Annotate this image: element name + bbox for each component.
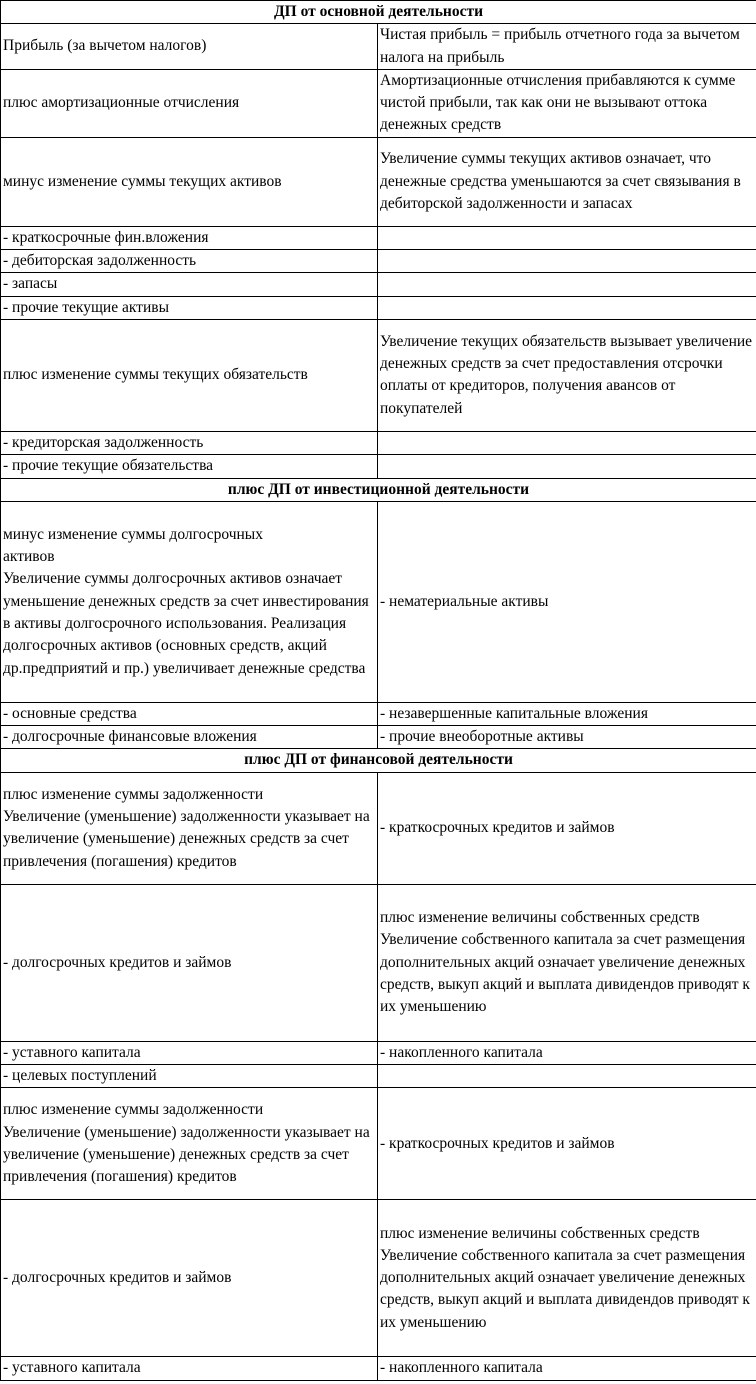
table-row bbox=[1, 884, 756, 1041]
description-cell: Амортизационные отчисления прибавляются к сумме чистой прибыли, так как они не вызывают оттока денежных средств bbox=[378, 69, 756, 137]
section-header-row bbox=[1, 478, 756, 501]
item-cell: - прочие текущие обязательства bbox=[1, 455, 378, 478]
description-cell: - накопленного капитала bbox=[378, 1357, 756, 1380]
table-row bbox=[1, 273, 756, 296]
item-cell: плюс амортизационные отчисления bbox=[1, 69, 378, 137]
item-cell: Прибыль (за вычетом налогов) bbox=[1, 24, 378, 70]
item-cell: плюс изменение суммы задолженности Увеличение (уменьшение) задолженности указывает на увеличение (уменьшение) денежных средств за счет привлечения (погашения) кредитов bbox=[1, 1088, 378, 1200]
description-cell: - краткосрочных кредитов и займов bbox=[378, 772, 756, 884]
item-cell: - целевых поступлений bbox=[1, 1065, 378, 1088]
item-cell: - уставного капитала bbox=[1, 1041, 378, 1064]
description-cell: - незавершенные капитальные вложения bbox=[378, 702, 756, 725]
section-header-row bbox=[1, 749, 756, 772]
item-cell: минус изменение суммы долгосрочных активов Увеличение суммы долгосрочных активов означает уменьшение денежных средств за счет инвестирования в активы долгосрочного использования. Реализация долгосрочных активов (основных средств, акций др.предприятий и пр.) увеличивает денежные средства bbox=[1, 501, 378, 702]
description-cell: Увеличение текущих обязательств вызывает увеличение денежных средств за счет предоставления отсрочки оплаты от кредиторов, получения авансов от покупателей bbox=[378, 319, 756, 431]
table-row bbox=[1, 319, 756, 431]
description-cell: - нематериальные активы bbox=[378, 501, 756, 702]
description-cell: - краткосрочных кредитов и займов bbox=[378, 1088, 756, 1200]
item-cell: - прочие текущие активы bbox=[1, 296, 378, 319]
item-cell: - дебиторская задолженность bbox=[1, 250, 378, 273]
description-cell bbox=[378, 1065, 756, 1088]
item-cell: плюс изменение суммы текущих обязательств bbox=[1, 319, 378, 431]
item-cell: - краткосрочные фин.вложения bbox=[1, 226, 378, 249]
table-row bbox=[1, 69, 756, 137]
item-cell: - уставного капитала bbox=[1, 1357, 378, 1380]
section-header: плюс ДП от финансовой деятельности bbox=[1, 749, 756, 772]
table-row bbox=[1, 455, 756, 478]
item-cell: - запасы bbox=[1, 273, 378, 296]
description-cell: - прочие внеоборотные активы bbox=[378, 726, 756, 749]
table-row bbox=[1, 726, 756, 749]
table-row bbox=[1, 431, 756, 454]
description-cell bbox=[378, 296, 756, 319]
table-row bbox=[1, 1088, 756, 1200]
table-row bbox=[1, 1041, 756, 1064]
section-header-row bbox=[1, 1, 756, 24]
table-row bbox=[1, 1357, 756, 1380]
table-row bbox=[1, 1200, 756, 1357]
table-row bbox=[1, 137, 756, 226]
description-cell: Чистая прибыль = прибыль отчетного года за вычетом налога на прибыль bbox=[378, 24, 756, 70]
description-cell bbox=[378, 226, 756, 249]
description-cell: Увеличение суммы текущих активов означает, что денежные средства уменьшаются за счет связывания в дебиторской задолженности и запасах bbox=[378, 137, 756, 226]
description-cell: - накопленного капитала bbox=[378, 1041, 756, 1064]
table-row bbox=[1, 501, 756, 702]
table-row bbox=[1, 296, 756, 319]
description-cell: плюс изменение величины собственных средств Увеличение собственного капитала за счет размещения дополнительных акций означает увеличение денежных средств, выкуп акций и выплата дивидендов приводят к их уменьшению bbox=[378, 884, 756, 1041]
item-cell: - долгосрочные финансовые вложения bbox=[1, 726, 378, 749]
item-cell: минус изменение суммы текущих активов bbox=[1, 137, 378, 226]
table-row bbox=[1, 24, 756, 70]
table-row bbox=[1, 1065, 756, 1088]
description-cell: плюс изменение величины собственных средств Увеличение собственного капитала за счет размещения дополнительных акций означает увеличение денежных средств, выкуп акций и выплата дивидендов приводят к их уменьшению bbox=[378, 1200, 756, 1357]
description-cell bbox=[378, 250, 756, 273]
description-cell bbox=[378, 273, 756, 296]
item-cell: плюс изменение суммы задолженности Увеличение (уменьшение) задолженности указывает на увеличение (уменьшение) денежных средств за счет привлечения (погашения) кредитов bbox=[1, 772, 378, 884]
item-cell: - долгосрочных кредитов и займов bbox=[1, 1200, 378, 1357]
table-row bbox=[1, 772, 756, 884]
table-row bbox=[1, 250, 756, 273]
item-cell: - кредиторская задолженность bbox=[1, 431, 378, 454]
item-cell: - основные средства bbox=[1, 702, 378, 725]
section-header: плюс ДП от инвестиционной деятельности bbox=[1, 478, 756, 501]
cash-flow-table-body bbox=[1, 1, 756, 1381]
table-row bbox=[1, 702, 756, 725]
description-cell bbox=[378, 455, 756, 478]
item-cell: - долгосрочных кредитов и займов bbox=[1, 884, 378, 1041]
table-row bbox=[1, 226, 756, 249]
section-header: ДП от основной деятельности bbox=[1, 1, 756, 24]
description-cell bbox=[378, 431, 756, 454]
